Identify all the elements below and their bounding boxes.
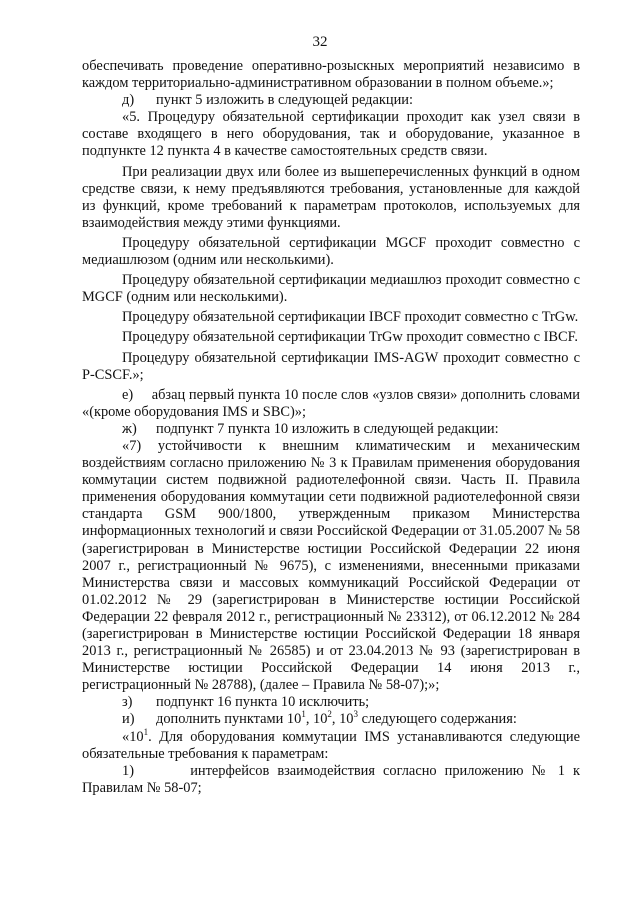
text-fragment: «10 (122, 728, 144, 745)
list-marker: 1) (122, 762, 134, 779)
text-fragment: , 10 (331, 711, 354, 728)
paragraph-mgcf: Процедуру обязательной сертификации MGCF проходит совместно с медиашлюзом (одним или несколькими). (82, 234, 580, 269)
list-marker: з) (122, 694, 133, 711)
list-item-zh (82, 421, 580, 438)
paragraph-ibcf: Процедуру обязательной сертификации IBCF проходит совместно с TrGw. (122, 309, 579, 326)
list-item-text: подпункт 16 пункта 10 исключить; (156, 694, 370, 711)
paragraph-item-5: «5. Процедуру обязательной сертификации проходит как узел связи в составе входящего в него оборудования, так и оборудование, указанное в подпункте 12 пункта 4 в качестве самостоятельных средств связи. (82, 109, 580, 160)
paragraph-continuation: обеспечивать проведение оперативно-розыскных мероприятий независимо в каждом территориально-административном образовании в полном объеме.»; (82, 58, 580, 92)
list-item-text: подпункт 7 пункта 10 изложить в следующей редакции: (156, 420, 499, 437)
superscript: 1 (301, 709, 306, 720)
paragraph-trgw: Процедуру обязательной сертификации TrGw проходит совместно с IBCF. (122, 329, 579, 346)
text-fragment: дополнить пунктами 10 (156, 711, 302, 728)
list-item-d (82, 92, 580, 109)
text-fragment: . Для оборудования коммутации IMS устанавливаются следующие обязательные требования к параметрам: (82, 728, 580, 762)
paragraph-item-10-1 (82, 726, 580, 763)
paragraph-functions: При реализации двух или более из вышеперечисленных функций в одном средстве связи, к нему предъявляются требования, установленные для каждой из функций, кроме требований к параметрам протоколов, используемых для взаимодействия между этими функциями. (82, 163, 580, 231)
list-item-e (82, 387, 580, 421)
list-marker: ж) (122, 420, 137, 437)
list-item-i (82, 711, 580, 728)
text-fragment: , 10 (305, 711, 328, 728)
list-marker: д) (122, 92, 135, 109)
document-body (82, 58, 580, 797)
list-marker: и) (122, 711, 135, 728)
list-item-text: пункт 5 изложить в следующей редакции: (156, 92, 413, 109)
paragraph-item-7: «7) устойчивости к внешним климатическим и механическим воздействиям согласно приложению № 3 к Правилам применения оборудования коммутации систем подвижной радиотелефонной связи. Часть II. Правила применения оборудования коммутации сети подвижной радиотелефонной связи стандарта GSM 900/1800, утвержденным приказом Министерства информационных технологий и связи Российской Федерации от 31.05.2007 № 58 (зарегистрирован в Министерстве юстиции Российской Федерации 22 июня 2007 г., регистрационный № 9675), с изменениями, внесенными приказами Министерства связи и массовых коммуникаций Российской Федерации от 01.02.2012 № 29 (зарегистрирован в Министерстве юстиции Российской Федерации 22 февраля 2012 г., регистрационный № 23312), от 06.12.2012 № 284 (зарегистрирован в Министерстве юстиции Российской Федерации 18 января 2013 г., регистрационный № 26585) и от 23.04.2013 № 93 (зарегистрирован в Министерстве юстиции Российской Федерации 14 июня 2013 г., регистрационный № 28788), (далее – Правила № 58-07);»; (82, 437, 580, 694)
paragraph-ims-agw: Процедуру обязательной сертификации IMS-AGW проходит совместно с P-CSCF.»; (82, 349, 580, 383)
page-number: 32 (312, 34, 328, 50)
paragraph-mediagateway: Процедуру обязательной сертификации медиашлюз проходит совместно с MGCF (одним или несколькими). (82, 272, 580, 306)
list-item-text (156, 711, 580, 728)
list-marker: е) (122, 386, 134, 403)
superscript: 1 (143, 726, 149, 737)
list-item-text: интерфейсов взаимодействия согласно приложению № 1 к Правилам № 58-07; (82, 762, 580, 796)
list-item-text: абзац первый пункта 10 после слов «узлов связи» дополнить словами «(кроме оборудования IMS и SBC)»; (82, 386, 580, 420)
list-item-1 (82, 763, 580, 797)
superscript: 2 (327, 709, 332, 720)
text-fragment: следующего содержания: (358, 711, 517, 728)
superscript: 3 (353, 709, 358, 720)
